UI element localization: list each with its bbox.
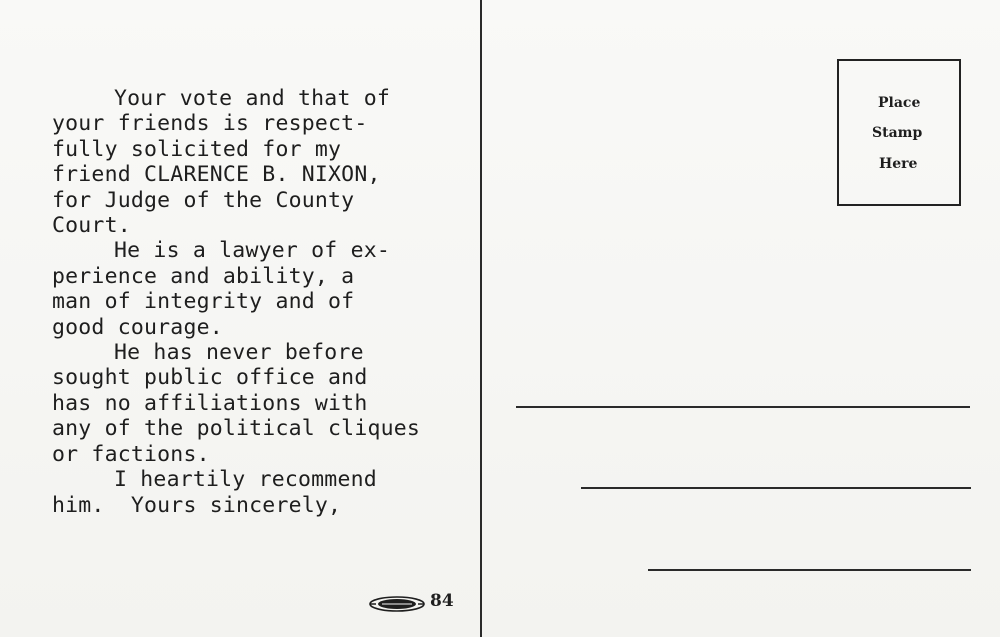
stamp-box [837, 59, 961, 206]
address-line-3 [648, 569, 971, 571]
message-line: perience and ability, a [52, 263, 355, 289]
center-divider [480, 0, 482, 637]
stamp-box-line-3: Here [879, 156, 918, 172]
stamp-box-line-1: Place [878, 95, 921, 111]
message-line: your friends is respect- [52, 111, 368, 137]
message-line: for Judge of the County [52, 187, 355, 213]
message-line: I heartily recommend [114, 467, 377, 493]
message-line: man of integrity and of [52, 289, 355, 315]
message-line: He has never before [114, 340, 364, 366]
message-line: fully solicited for my [52, 136, 342, 162]
message-line: or factions. [52, 441, 210, 467]
message-line: sought public office and [52, 365, 368, 391]
card-number: 84 [430, 591, 454, 611]
message-line: good courage. [52, 314, 223, 340]
union-label-icon [368, 594, 426, 614]
address-line-1 [516, 406, 970, 408]
message-line: has no affiliations with [52, 390, 368, 416]
message-line: Your vote and that of [114, 86, 391, 111]
message-line: friend CLARENCE B. NIXON, [52, 162, 381, 188]
message-line: Court. [52, 213, 131, 239]
stamp-box-line-2: Stamp [872, 125, 923, 141]
message-line: He is a lawyer of ex- [114, 238, 391, 264]
message-text [52, 86, 462, 518]
message-line: him. Yours sincerely, [52, 492, 342, 518]
message-line: any of the political cliques [52, 416, 421, 442]
address-line-2 [581, 487, 971, 489]
